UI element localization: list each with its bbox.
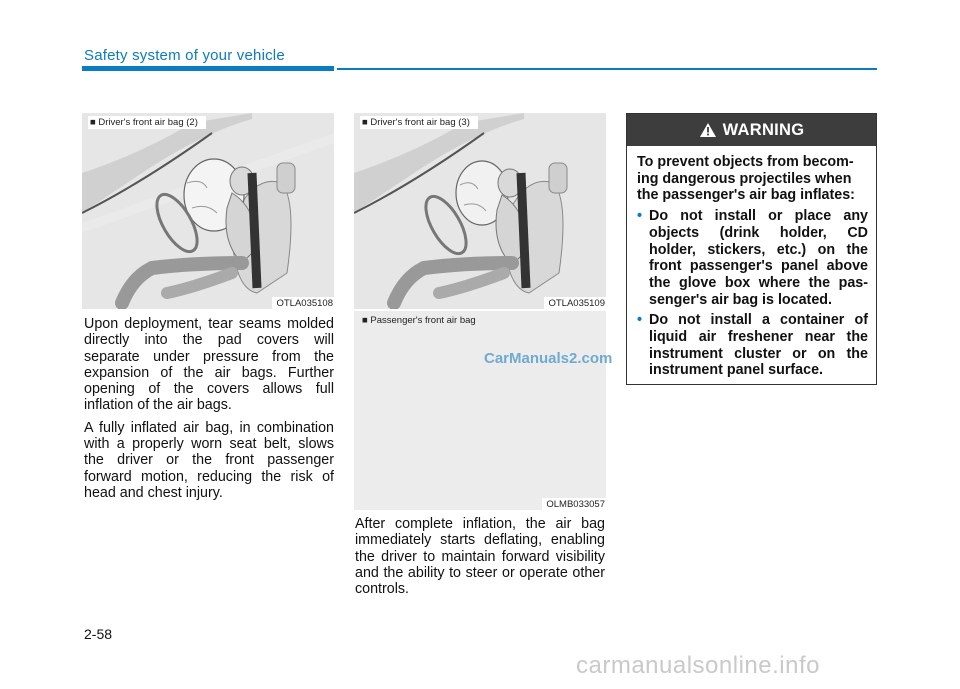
warning-list-item <box>637 312 868 379</box>
driver-airbag-deflating-illustration <box>354 113 606 309</box>
warning-item-text: Do not install a container of liquid air freshener near the instrument cluster or on the instrument panel surface. <box>649 312 868 379</box>
left-column-text <box>84 316 334 507</box>
section-title: Safety system of your vehicle <box>84 47 285 64</box>
watermark-carmanuals2: CarManuals2.com <box>484 350 613 367</box>
warning-item-text: Do not install or place any objects (drink holder, CD holder, stickers, etc.) on the front passenger's panel above the glove box where the passenger's air bag is located. <box>649 208 868 308</box>
paragraph: After complete inflation, the air bag immediately starts deflating, enabling the driver to maintain forward visibility and the ability to steer or operate other controls. <box>355 516 605 598</box>
figure-caption: ■ Passenger's front air bag <box>360 314 484 327</box>
warning-body <box>627 146 876 379</box>
warning-box <box>626 113 877 385</box>
figure-passenger-airbag <box>354 311 606 510</box>
warning-list-item <box>637 208 868 308</box>
figure-code: OTLA035109 <box>544 297 606 309</box>
warning-triangle-icon <box>699 122 717 138</box>
bullet-icon: • <box>637 312 643 329</box>
paragraph: A fully inflated air bag, in combination with a properly worn seat belt, slows the driver or the front passenger forward motion, reducing the risk of head and chest injury. <box>84 419 334 501</box>
warning-title: WARNING <box>722 120 805 139</box>
warning-intro: To prevent objects from becoming dangerous projectiles when the passenger's air bag inflates: <box>637 154 855 204</box>
figure-code: OTLA035108 <box>272 297 334 309</box>
watermark-carmanualsonline: carmanualsonline.info <box>576 652 820 679</box>
paragraph: Upon deployment, tear seams molded directly into the pad covers will separate under pressure from the expansion of the air bags. Further opening of the covers allows full inflation of the air bags. <box>84 316 334 414</box>
figure-driver-airbag-3 <box>354 113 606 309</box>
figure-code: OLMB033057 <box>542 498 606 510</box>
header-accent-bar <box>82 66 334 71</box>
header-rule <box>337 68 877 70</box>
bullet-icon: • <box>637 208 643 225</box>
warning-header <box>627 114 876 146</box>
middle-column-text <box>355 516 605 603</box>
figure-caption: ■ Driver's front air bag (2) <box>88 116 206 129</box>
figure-driver-airbag-2 <box>82 113 334 309</box>
driver-airbag-illustration <box>82 113 334 309</box>
figure-caption: ■ Driver's front air bag (3) <box>360 116 478 129</box>
page-number: 2-58 <box>84 626 113 642</box>
